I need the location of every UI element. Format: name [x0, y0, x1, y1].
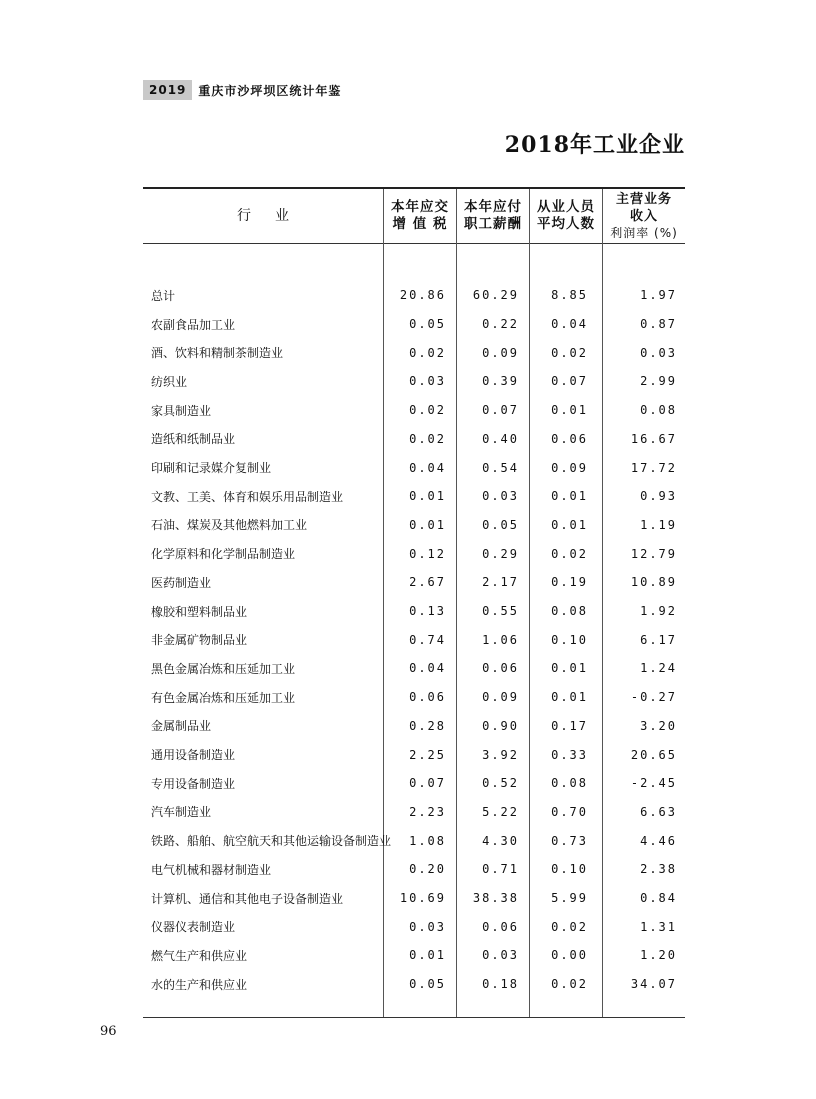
table-row — [143, 855, 685, 884]
row-profit-value: 4.46 — [640, 833, 677, 848]
row-vat-value: 10.69 — [399, 891, 446, 906]
table-row — [143, 597, 685, 626]
table-row — [143, 453, 685, 482]
running-header — [143, 80, 341, 100]
header-emp-line1: 从业人员 — [537, 199, 595, 215]
header-book-title: 重庆市沙坪坝区统计年鉴 — [198, 83, 342, 98]
row-wage-value: 0.71 — [482, 862, 519, 877]
table-row — [143, 482, 685, 511]
row-emp-value: 5.99 — [551, 891, 588, 906]
row-vat-value: 2.23 — [409, 804, 446, 819]
table-row — [143, 338, 685, 367]
row-wage-value: 0.39 — [482, 374, 519, 389]
row-emp-value: 0.17 — [551, 718, 588, 733]
row-industry-name: 专用设备制造业 — [151, 776, 236, 791]
row-industry-name: 家具制造业 — [151, 403, 212, 418]
row-wage-value: 0.22 — [482, 317, 519, 332]
row-profit-value: 12.79 — [630, 546, 677, 561]
row-profit-value: 16.67 — [630, 431, 677, 446]
header-emp-line2: 平均人数 — [537, 216, 595, 232]
row-industry-name: 文教、工美、体育和娱乐用品制造业 — [151, 489, 344, 504]
row-vat-value: 0.03 — [409, 374, 446, 389]
header-wage — [457, 189, 529, 243]
row-profit-value: 1.19 — [640, 517, 677, 532]
row-profit-value: 6.63 — [640, 804, 677, 819]
row-emp-value: 0.02 — [551, 977, 588, 992]
row-emp-value: 0.02 — [551, 546, 588, 561]
row-industry-name: 总计 — [151, 288, 176, 303]
header-industry-b: 业 — [275, 207, 289, 224]
header-wage-line2: 职工薪酬 — [464, 216, 522, 232]
row-vat-value: 0.28 — [409, 718, 446, 733]
row-emp-value: 0.73 — [551, 833, 588, 848]
row-emp-value: 0.10 — [551, 632, 588, 647]
row-industry-name: 造纸和纸制品业 — [151, 432, 236, 447]
row-profit-value: 34.07 — [630, 977, 677, 992]
row-profit-value: -0.27 — [630, 690, 677, 705]
row-profit-value: 0.08 — [640, 403, 677, 418]
table-row — [143, 539, 685, 568]
row-profit-value: 3.20 — [640, 718, 677, 733]
table-row — [143, 281, 685, 310]
row-emp-value: 0.70 — [551, 804, 588, 819]
row-profit-value: 2.99 — [640, 374, 677, 389]
row-vat-value: 1.08 — [409, 833, 446, 848]
row-vat-value: 0.13 — [409, 604, 446, 619]
row-vat-value: 0.02 — [409, 431, 446, 446]
page-title: 2018年工业企业 — [504, 132, 685, 158]
row-profit-value: 6.17 — [640, 632, 677, 647]
row-profit-value: 1.92 — [640, 604, 677, 619]
row-wage-value: 2.17 — [482, 575, 519, 590]
row-wage-value: 0.09 — [482, 345, 519, 360]
row-wage-value: 0.29 — [482, 546, 519, 561]
row-vat-value: 0.04 — [409, 460, 446, 475]
row-emp-value: 0.01 — [551, 690, 588, 705]
row-profit-value: 0.84 — [640, 891, 677, 906]
row-wage-value: 60.29 — [472, 288, 519, 303]
row-profit-value: 1.31 — [640, 919, 677, 934]
row-emp-value: 0.07 — [551, 374, 588, 389]
row-industry-name: 农副食品加工业 — [151, 317, 236, 332]
row-emp-value: 8.85 — [551, 288, 588, 303]
row-profit-value: 17.72 — [630, 460, 677, 475]
row-industry-name: 石油、煤炭及其他燃料加工业 — [151, 518, 308, 533]
row-industry-name: 有色金属冶炼和压延加工业 — [151, 690, 296, 705]
row-profit-value: 20.65 — [630, 747, 677, 762]
row-emp-value: 0.00 — [551, 948, 588, 963]
table-row — [143, 367, 685, 396]
table-row — [143, 826, 685, 855]
header-profit — [603, 189, 685, 243]
table-row — [143, 625, 685, 654]
row-wage-value: 0.06 — [482, 919, 519, 934]
header-industry-a: 行 — [237, 207, 251, 224]
row-industry-name: 非金属矿物制品业 — [151, 633, 248, 648]
table-row — [143, 798, 685, 827]
row-emp-value: 0.19 — [551, 575, 588, 590]
table-row — [143, 941, 685, 970]
row-emp-value: 0.06 — [551, 431, 588, 446]
row-industry-name: 金属制品业 — [151, 719, 212, 734]
row-wage-value: 3.92 — [482, 747, 519, 762]
row-wage-value: 0.06 — [482, 661, 519, 676]
table-row — [143, 396, 685, 425]
row-vat-value: 2.25 — [409, 747, 446, 762]
row-emp-value: 0.08 — [551, 604, 588, 619]
header-industry — [143, 189, 383, 243]
row-industry-name: 通用设备制造业 — [151, 748, 236, 763]
row-wage-value: 0.18 — [482, 977, 519, 992]
row-vat-value: 0.06 — [409, 690, 446, 705]
row-vat-value: 0.07 — [409, 776, 446, 791]
row-industry-name: 医药制造业 — [151, 575, 212, 590]
row-emp-value: 0.01 — [551, 661, 588, 676]
row-profit-value: 0.87 — [640, 317, 677, 332]
row-wage-value: 1.06 — [482, 632, 519, 647]
table-row — [143, 884, 685, 913]
row-industry-name: 纺织业 — [151, 374, 188, 389]
row-vat-value: 0.01 — [409, 517, 446, 532]
row-profit-value: 1.24 — [640, 661, 677, 676]
row-emp-value: 0.02 — [551, 919, 588, 934]
row-wage-value: 0.07 — [482, 403, 519, 418]
row-wage-value: 0.40 — [482, 431, 519, 446]
header-vat-line1: 本年应交 — [391, 199, 449, 215]
table-row — [143, 912, 685, 941]
row-vat-value: 0.04 — [409, 661, 446, 676]
row-wage-value: 0.09 — [482, 690, 519, 705]
row-vat-value: 0.01 — [409, 489, 446, 504]
row-profit-value: 0.93 — [640, 489, 677, 504]
row-industry-name: 计算机、通信和其他电子设备制造业 — [151, 891, 344, 906]
row-wage-value: 4.30 — [482, 833, 519, 848]
row-wage-value: 0.90 — [482, 718, 519, 733]
row-wage-value: 38.38 — [472, 891, 519, 906]
row-wage-value: 0.03 — [482, 489, 519, 504]
row-vat-value: 0.20 — [409, 862, 446, 877]
row-wage-value: 0.55 — [482, 604, 519, 619]
table-row — [143, 425, 685, 454]
row-vat-value: 0.12 — [409, 546, 446, 561]
row-industry-name: 酒、饮料和精制茶制造业 — [151, 346, 284, 361]
row-industry-name: 仪器仪表制造业 — [151, 920, 236, 935]
table-row — [143, 970, 685, 999]
table-bottom-rule — [143, 1017, 685, 1018]
row-emp-value: 0.08 — [551, 776, 588, 791]
row-profit-value: 10.89 — [630, 575, 677, 590]
row-emp-value: 0.01 — [551, 517, 588, 532]
row-profit-value: 1.97 — [640, 288, 677, 303]
row-vat-value: 0.03 — [409, 919, 446, 934]
row-vat-value: 0.01 — [409, 948, 446, 963]
row-industry-name: 汽车制造业 — [151, 805, 212, 820]
row-emp-value: 0.02 — [551, 345, 588, 360]
header-profit-line2: 收入 — [629, 208, 658, 224]
table-row — [143, 568, 685, 597]
table-row — [143, 712, 685, 741]
row-vat-value: 20.86 — [399, 288, 446, 303]
row-profit-value: 2.38 — [640, 862, 677, 877]
row-emp-value: 0.01 — [551, 403, 588, 418]
table-row — [143, 511, 685, 540]
row-emp-value: 0.10 — [551, 862, 588, 877]
row-industry-name: 水的生产和供应业 — [151, 977, 248, 992]
header-year: 2019 — [143, 80, 192, 100]
row-industry-name: 橡胶和塑料制品业 — [151, 604, 248, 619]
header-vat-line2: 增 值 税 — [392, 216, 448, 232]
row-industry-name: 黑色金属冶炼和压延加工业 — [151, 661, 296, 676]
table-header-rule — [143, 243, 685, 244]
table-row — [143, 310, 685, 339]
page-number: 96 — [100, 1024, 117, 1039]
row-wage-value: 5.22 — [482, 804, 519, 819]
row-emp-value: 0.04 — [551, 317, 588, 332]
row-vat-value: 2.67 — [409, 575, 446, 590]
row-vat-value: 0.02 — [409, 403, 446, 418]
row-emp-value: 0.09 — [551, 460, 588, 475]
row-industry-name: 印刷和记录媒介复制业 — [151, 461, 272, 476]
row-industry-name: 铁路、船舶、航空航天和其他运输设备制造业 — [151, 834, 392, 849]
row-wage-value: 0.03 — [482, 948, 519, 963]
row-vat-value: 0.05 — [409, 317, 446, 332]
header-wage-line1: 本年应付 — [464, 199, 522, 215]
row-wage-value: 0.52 — [482, 776, 519, 791]
header-employees — [530, 189, 602, 243]
table-row — [143, 654, 685, 683]
table-row — [143, 683, 685, 712]
row-wage-value: 0.54 — [482, 460, 519, 475]
header-vat — [384, 189, 456, 243]
row-profit-value: 0.03 — [640, 345, 677, 360]
row-profit-value: -2.45 — [630, 776, 677, 791]
row-industry-name: 电气机械和器材制造业 — [151, 862, 272, 877]
row-vat-value: 0.02 — [409, 345, 446, 360]
row-vat-value: 0.05 — [409, 977, 446, 992]
row-profit-value: 1.20 — [640, 948, 677, 963]
row-wage-value: 0.05 — [482, 517, 519, 532]
row-emp-value: 0.33 — [551, 747, 588, 762]
row-industry-name: 化学原料和化学制品制造业 — [151, 547, 296, 562]
row-emp-value: 0.01 — [551, 489, 588, 504]
table-row — [143, 740, 685, 769]
header-profit-line3: 利润率 (%) — [610, 225, 678, 240]
table-row — [143, 769, 685, 798]
header-profit-line1: 主营业务 — [615, 191, 672, 207]
row-vat-value: 0.74 — [409, 632, 446, 647]
row-industry-name: 燃气生产和供应业 — [151, 948, 248, 963]
